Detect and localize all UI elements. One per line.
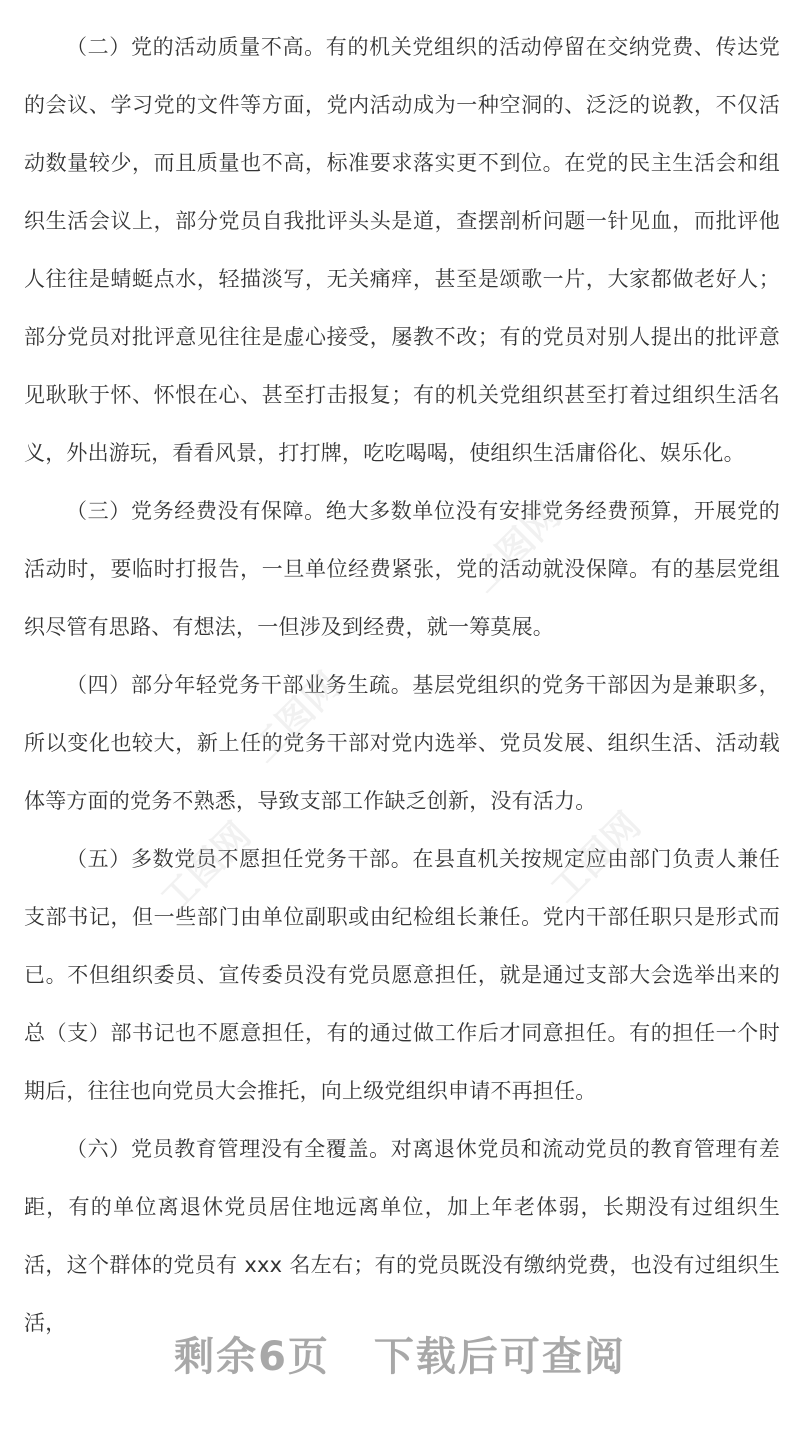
download-banner[interactable] <box>0 1325 800 1382</box>
document-body <box>24 18 780 1352</box>
download-prompt-label: 下载后可查阅 <box>373 1334 626 1380</box>
watermark-logo: 工图网 <box>153 814 259 921</box>
paragraph-5: （五）多数党员不愿担任党务干部。在县直机关按规定应由部门负责人兼任支部书记，但一些部门由单位副职或由纪检组长兼任。党内干部任职只是形式而已。不但组织委员、宣传委员没有党员愿意担任，就是通过支部大会选举出来的总（支）部书记也不愿意担任，有的通过做工作后才同意担任。有的担任一个时期后，往往也向党员大会推托，向上级党组织申请不再担任。 <box>24 847 780 1103</box>
paragraph-4: （四）部分年轻党务干部业务生疏。基层党组织的党务干部因为是兼职多，所以变化也较大，新上任的党务干部对党内选举、党员发展、组织生活、活动载体等方面的党务不熟悉，导致支部工作缺乏创新，没有活力。 <box>24 673 780 813</box>
watermark-logo: 工图网 <box>543 804 649 911</box>
paragraph-2: （二）党的活动质量不高。有的机关党组织的活动停留在交纳党费、传达党的会议、学习党的文件等方面，党内活动成为一种空洞的、泛泛的说教，不仅活动数量较少，而且质量也不高，标准要求落实更不到位。在党的民主生活会和组织生活会议上，部分党员自我批评头头是道，查摆剖析问题一针见血，而批评他人往往是蜻蜓点水，轻描淡写，无关痛痒，甚至是颂歌一片，大家都做老好人；部分党员对批评意见往往是虚心接受，屡教不改；有的党员对别人提出的批评意见耿耿于怀、怀恨在心、甚至打击报复；有的机关党组织甚至打着过组织生活名义，外出游玩，看看风景，打打牌，吃吃喝喝，使组织生活庸俗化、娱乐化。 <box>24 35 780 465</box>
watermark-logo: 工图网 <box>463 494 569 601</box>
paragraph-3: （三）党务经费没有保障。绝大多数单位没有安排党务经费预算，开展党的活动时，要临时打报告，一旦单位经费紧张，党的活动就没保障。有的基层党组织尽管有思路、有想法，一但涉及到经费，就一筹莫展。 <box>24 499 780 639</box>
remaining-pages-label: 剩余6页 <box>174 1334 330 1380</box>
watermark-logo: 工图网 <box>243 664 349 771</box>
paragraph-6: （六）党员教育管理没有全覆盖。对离退休党员和流动党员的教育管理有差距，有的单位离退休党员居住地远离单位，加上年老体弱，长期没有过组织生活，这个群体的党员有 xxx 名左右；有的党员既没有缴纳党费，也没有过组织生活， <box>24 1137 780 1335</box>
